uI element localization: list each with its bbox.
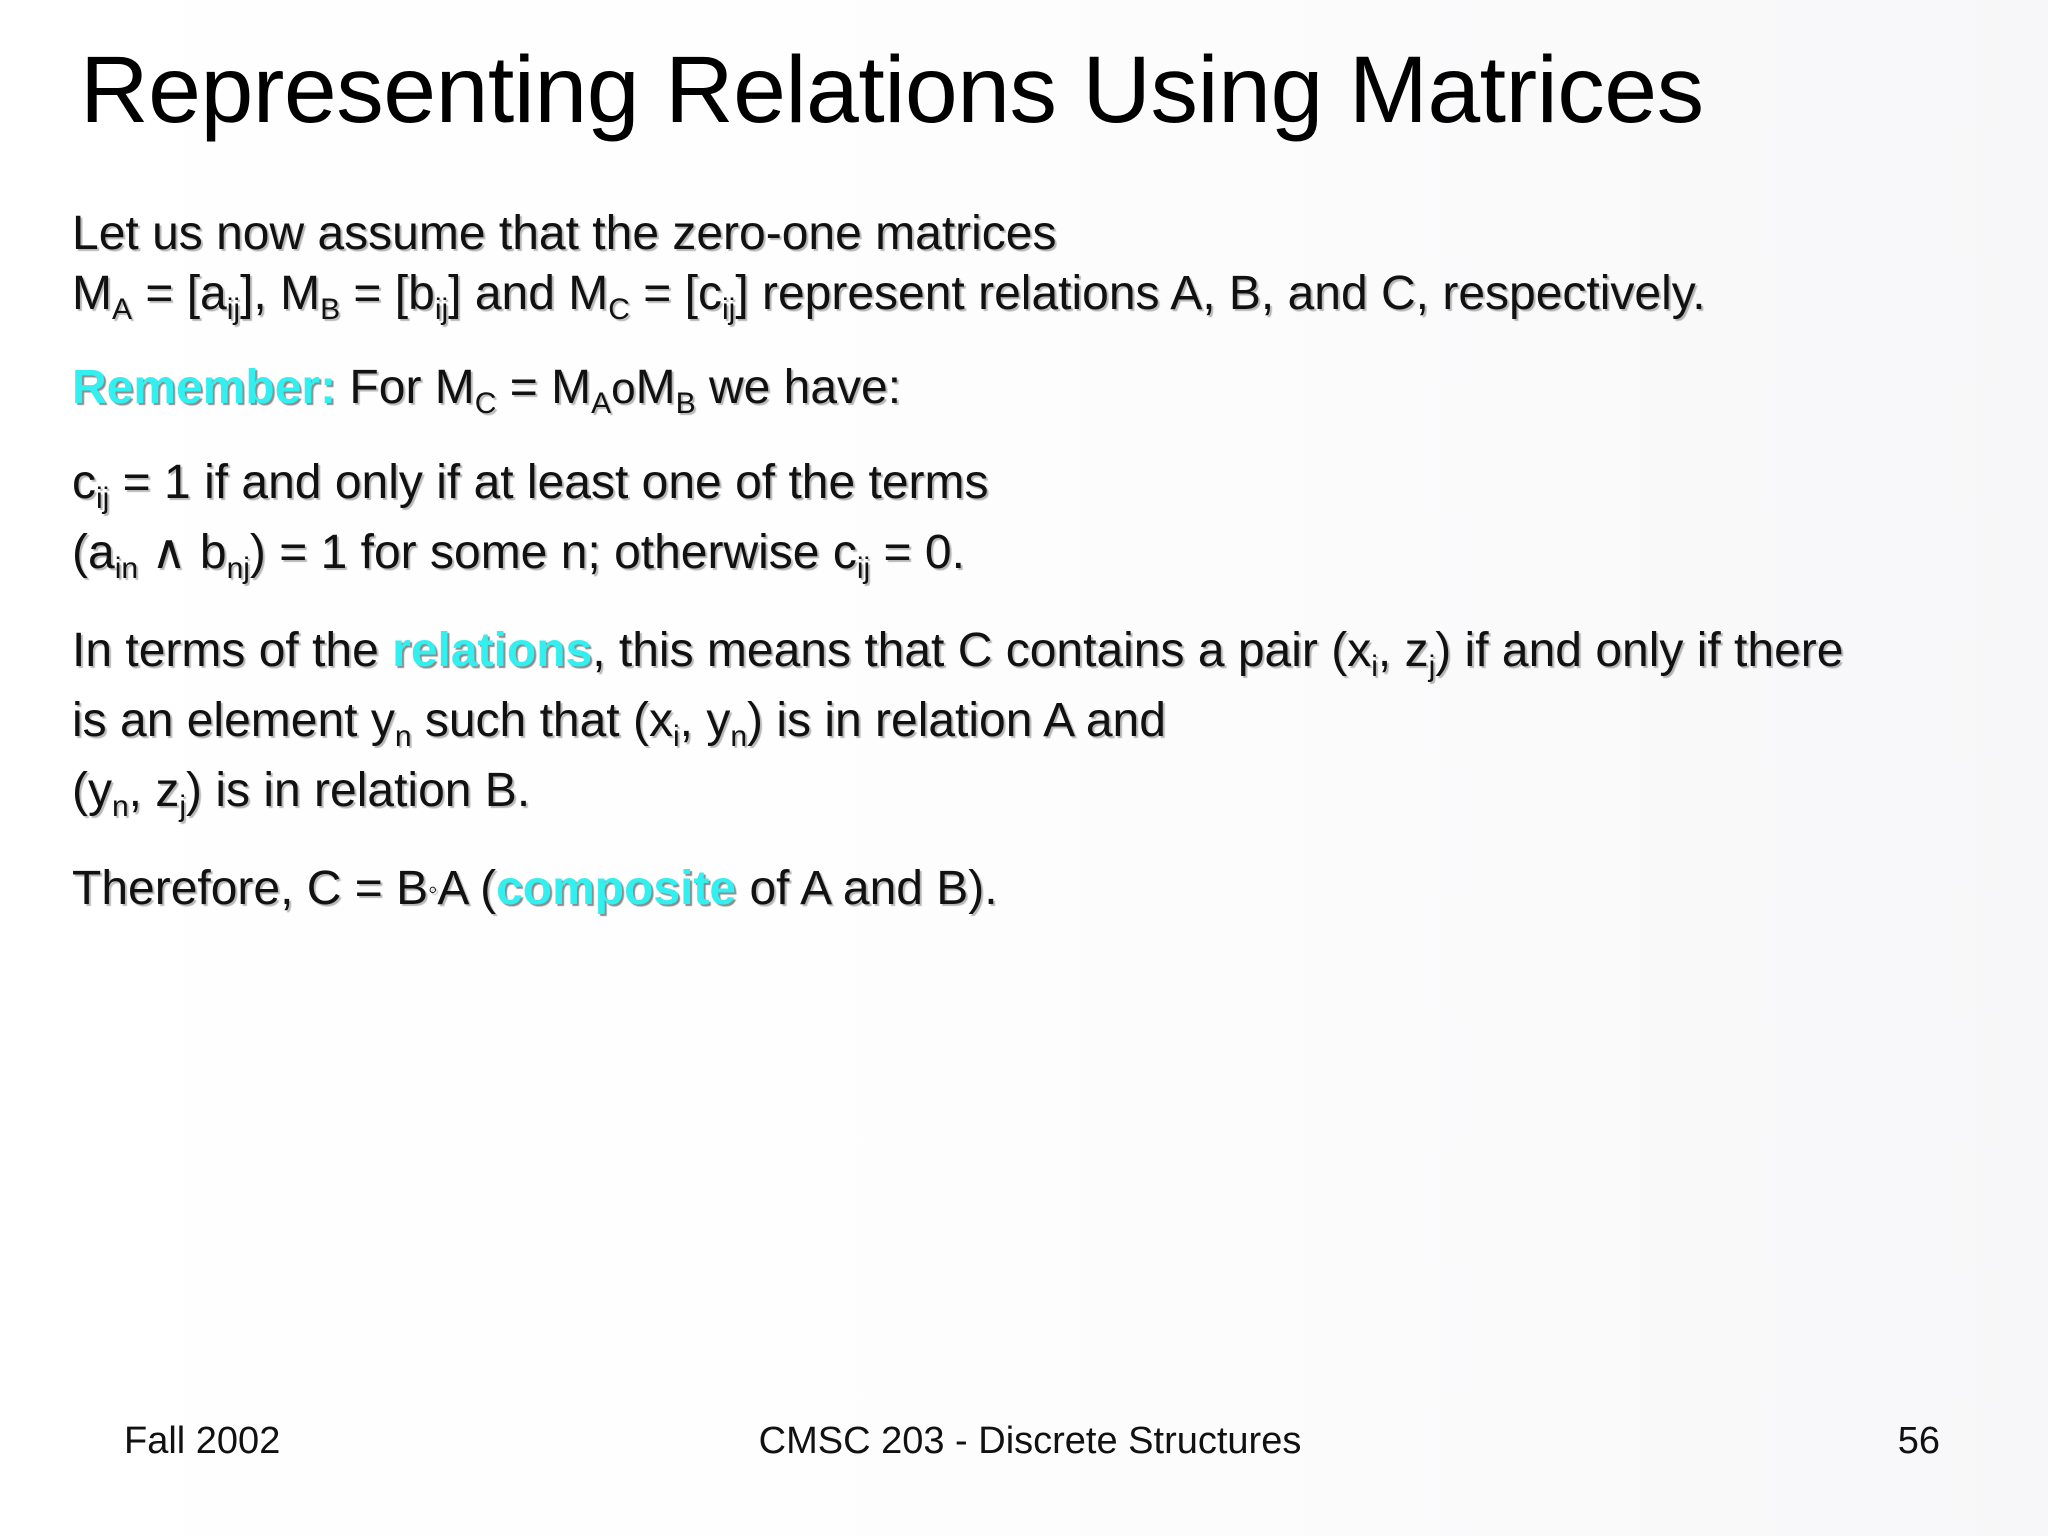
subscript: n: [394, 720, 412, 753]
subscript: B: [320, 293, 341, 326]
slide-title: Representing Relations Using Matrices: [80, 37, 1704, 143]
slide-body: [72, 204, 2012, 919]
text-run: such that (x: [411, 694, 673, 747]
subscript: A: [591, 387, 612, 420]
footer-page-number: 56: [1897, 1420, 1940, 1462]
text-run: = [c: [629, 267, 722, 320]
text-run: , z: [1377, 624, 1429, 677]
subscript: j: [1428, 650, 1436, 683]
text-run: A (: [437, 862, 497, 915]
subscript: ij: [434, 293, 449, 326]
text-run: = M: [496, 361, 592, 414]
text-run: For M: [336, 361, 475, 414]
text-run: ] represent relations A, B, and C, respectively.: [735, 267, 1706, 320]
subscript: j: [179, 790, 187, 823]
remember-line: [72, 358, 2012, 419]
remember-label: Remember:: [72, 361, 337, 414]
subscript: i: [672, 720, 680, 753]
text-run: b: [199, 526, 227, 579]
text-run: Therefore, C = B: [72, 862, 429, 915]
text-run: In terms of the: [72, 624, 393, 677]
text-run: M: [635, 361, 676, 414]
subscript: B: [675, 387, 696, 420]
text-run: is an element y: [72, 694, 395, 747]
text-run: , y: [679, 694, 731, 747]
subscript: ij: [856, 552, 871, 585]
relations-highlight: relations: [392, 624, 593, 677]
text-run: ) is in relation A and: [747, 694, 1166, 747]
subscript: nj: [226, 552, 250, 585]
subscript: C: [608, 293, 630, 326]
text-run: , z: [128, 764, 180, 817]
footer-term: Fall 2002: [124, 1420, 281, 1462]
subscript: n: [111, 790, 129, 823]
text-run: ] and M: [448, 267, 609, 320]
composition-operator: o: [611, 364, 636, 413]
subscript: C: [474, 387, 497, 420]
therefore-line: [72, 859, 2012, 919]
subscript: ij: [721, 293, 736, 326]
footer-course: CMSC 203 - Discrete Structures: [758, 1420, 1302, 1462]
text-run: = [b: [340, 267, 435, 320]
intro-line: [72, 204, 2012, 264]
relations-line-2: [72, 691, 2012, 751]
cij-definition-line-1: [72, 453, 2012, 513]
logical-and-symbol: ∧: [138, 526, 200, 579]
subscript: i: [1371, 650, 1378, 683]
text-run: we have:: [695, 361, 902, 414]
subscript: ij: [226, 293, 241, 326]
text-run: ) is in relation B.: [186, 764, 531, 817]
cij-definition-line-2: [72, 523, 2012, 583]
text-run: of A and B).: [736, 862, 998, 915]
text-run: = 0.: [870, 526, 965, 579]
text-run: M: [72, 267, 112, 320]
intro-text: Let us now assume that the zero-one matrices: [72, 207, 1057, 260]
text-run: = 1 if and only if at least one of the terms: [109, 456, 989, 509]
text-run: ) if and only if there: [1435, 624, 1844, 677]
text-run: = [a: [132, 267, 227, 320]
text-run: , this means that C contains a pair (x: [592, 624, 1372, 677]
subscript: ij: [96, 482, 110, 515]
composition-circle-symbol: ◦: [428, 874, 438, 904]
subscript: A: [111, 293, 132, 326]
subscript: n: [730, 720, 747, 753]
subscript: in: [114, 552, 139, 585]
text-run: ], M: [240, 267, 321, 320]
text-run: ) = 1 for some n; otherwise c: [249, 526, 857, 579]
relations-line-1: [72, 621, 2012, 681]
composite-highlight: composite: [496, 862, 737, 915]
text-run: c: [72, 456, 96, 509]
text-run: (y: [72, 764, 112, 817]
matrices-line: [72, 264, 2012, 324]
relations-line-3: [72, 761, 2012, 821]
text-run: (a: [72, 526, 115, 579]
